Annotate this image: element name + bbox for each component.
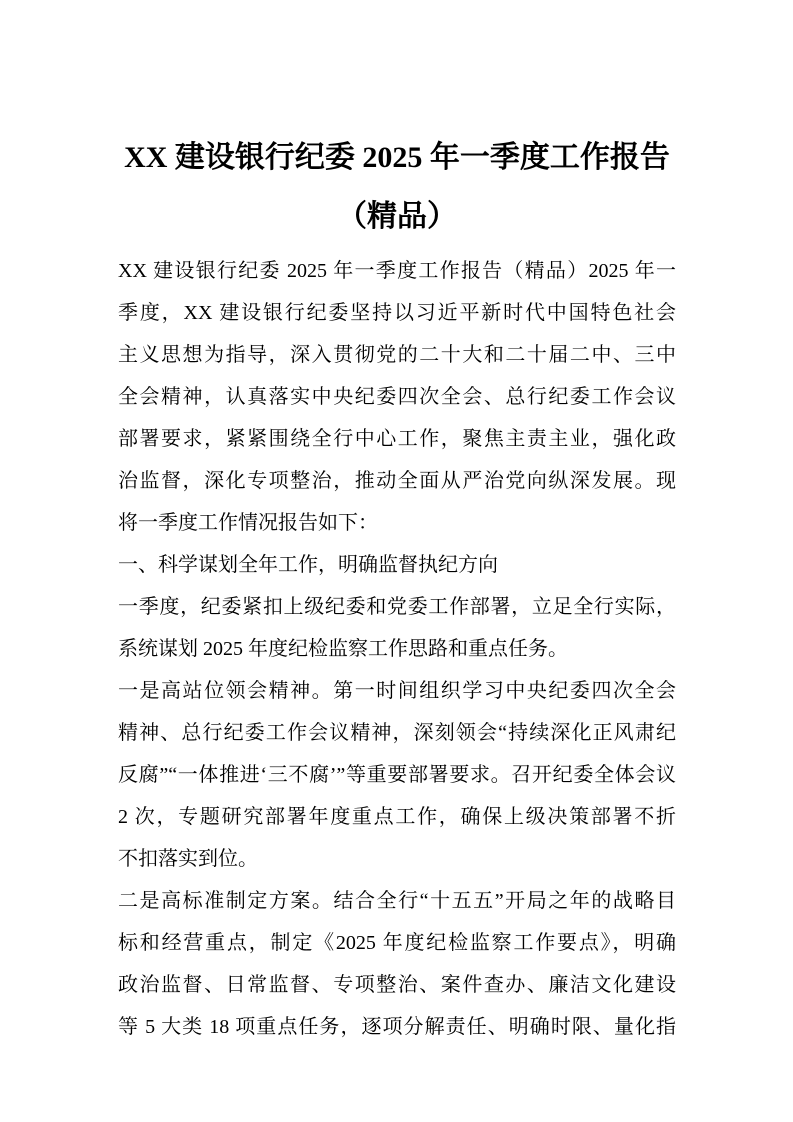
body-line: 部署要求，紧紧围绕全行中心工作，聚焦主责主业，强化政	[118, 428, 676, 450]
body-line: 反腐”“一体推进‘三不腐’”等重要部署要求。召开纪委全体会议	[118, 764, 676, 786]
body-line: 精神、总行纪委工作会议精神，深刻领会“持续深化正风肃纪	[118, 722, 676, 744]
body-line: 政治监督、日常监督、专项整治、案件查办、廉洁文化建设	[118, 974, 676, 996]
title-line-2: （精品）	[337, 200, 457, 233]
body-line: XX 建设银行纪委 2025 年一季度工作报告（精品）2025 年一	[118, 260, 676, 282]
document-body	[118, 250, 676, 1048]
body-line: 不扣落实到位。	[118, 848, 258, 870]
body-line: 二是高标准制定方案。结合全行“十五五”开局之年的战略目	[118, 890, 676, 912]
document-title	[118, 128, 676, 246]
body-line: 一季度，纪委紧扣上级纪委和党委工作部署，立足全行实际，	[118, 596, 676, 618]
body-line: 将一季度工作情况报告如下：	[118, 512, 378, 534]
body-line: 一是高站位领会精神。第一时间组织学习中央纪委四次全会	[118, 680, 676, 702]
body-line: 系统谋划 2025 年度纪检监察工作思路和重点任务。	[118, 638, 568, 660]
body-line: 一、科学谋划全年工作，明确监督执纪方向	[118, 554, 498, 576]
body-line: 季度，XX 建设银行纪委坚持以习近平新时代中国特色社会	[118, 302, 676, 324]
body-line: 治监督，深化专项整治，推动全面从严治党向纵深发展。现	[118, 470, 676, 492]
document-content	[118, 128, 676, 1048]
body-line: 全会精神，认真落实中央纪委四次全会、总行纪委工作会议	[118, 386, 676, 408]
body-line: 主义思想为指导，深入贯彻党的二十大和二十届二中、三中	[118, 344, 676, 366]
body-line: 等 5 大类 18 项重点任务，逐项分解责任、明确时限、量化指	[118, 1016, 676, 1038]
body-line: 标和经营重点，制定《2025 年度纪检监察工作要点》，明确	[118, 932, 676, 954]
body-line: 2 次，专题研究部署年度重点工作，确保上级决策部署不折	[118, 806, 676, 828]
title-line-1: XX 建设银行纪委 2025 年一季度工作报告	[124, 141, 670, 174]
